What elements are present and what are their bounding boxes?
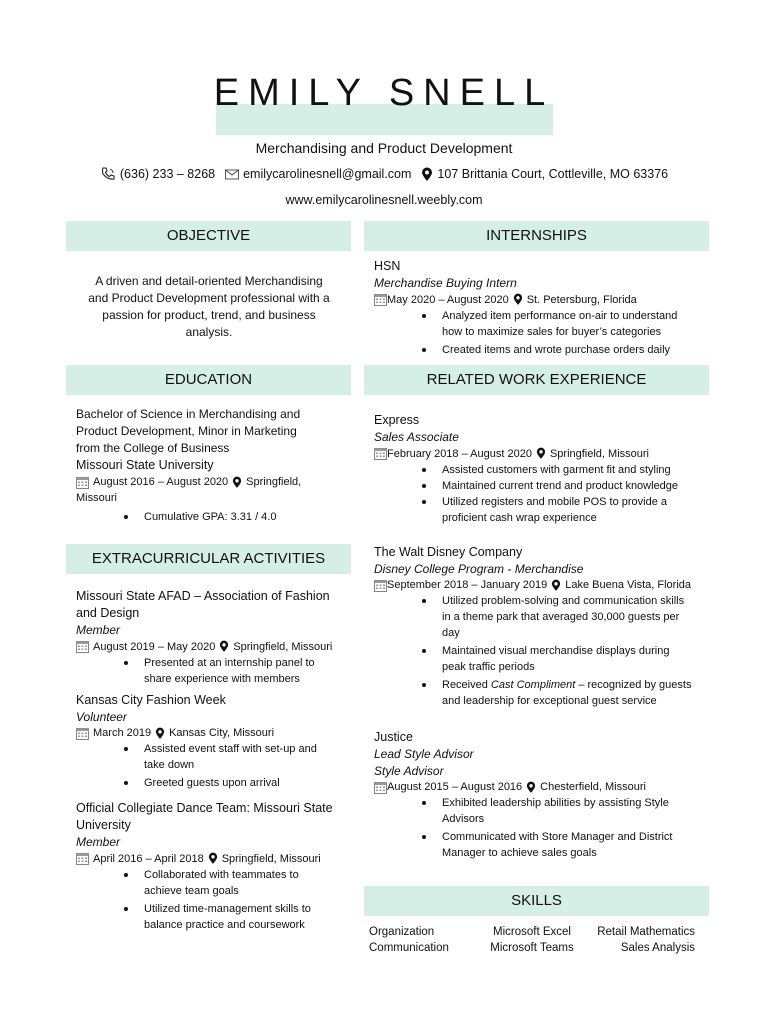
list-item: Greeted guests upon arrival [144, 775, 351, 791]
objective-header: OBJECTIVE [66, 221, 351, 251]
map-pin-icon [526, 781, 536, 794]
degree-text: Bachelor of Science in Merchandising and Product Development, Minor in Marketing from the College of Business [76, 407, 301, 455]
list-item: Created items and wrote purchase orders daily [442, 342, 709, 358]
job-disney: The Walt Disney Company Disney College Program - Merchandise September 2018 – January 2019 Lake Buena Vista, Florida Utilized problem-solving and communication skills in a theme park that averaged 30,000 guests per day Maintained visual merchandise displays during peak traffic periods Received Cast Compliment – recognized by guests and leadership for exceptional guest service [374, 544, 709, 710]
education-bullets [76, 509, 348, 525]
skills-row: Organization Microsoft Excel Retail Mathematics [369, 926, 696, 938]
candidate-name: EMILY SNELL [213, 72, 555, 114]
map-pin-icon [536, 447, 546, 460]
map-pin-icon [232, 476, 242, 489]
envelope-icon [225, 169, 239, 180]
extracurricular-header: EXTRACURRICULAR ACTIVITIES [66, 544, 351, 574]
school-name: Missouri State University [76, 458, 214, 472]
list-item: Utilized time-management skills to balance practice and coursework [144, 901, 351, 933]
education-entry: Bachelor of Science in Merchandising and Product Development, Minor in Marketing from the College of Business Missouri State University August 2016 – August 2020 Springfield, Missouri Cumulative GPA: 3.31 / 4.0 [76, 406, 348, 527]
list-item: Utilized registers and mobile POS to provide a proficient cash wrap experience [442, 494, 709, 526]
calendar-icon [374, 447, 387, 460]
skills-header: SKILLS [364, 886, 709, 916]
internship-hsn: HSN Merchandise Buying Intern May 2020 – August 2020 St. Petersburg, Florida Analyzed item performance on-air to understand how to maximize sales for buyer’s categories Created items and wrote purchase orders daily [374, 258, 709, 360]
activity-dance-team: Official Collegiate Dance Team: Missouri State University Member April 2016 – April 2018 Springfield, Missouri Collaborated with teammates to achieve team goals Utilized time-management skills to balance practice and coursework [76, 800, 351, 933]
list-item: Utilized problem-solving and communication skills in a theme park that averaged 30,000 guests per day [442, 593, 709, 641]
calendar-icon [374, 579, 387, 592]
list-item: Maintained visual merchandise displays during peak traffic periods [442, 643, 709, 675]
internships-header: INTERNSHIPS [364, 221, 709, 251]
website-url: www.emilycarolinesnell.weebly.com [285, 193, 483, 207]
list-item: Maintained current trend and product knowledge [442, 478, 709, 494]
email-address: emilycarolinesnell@gmail.com [243, 167, 412, 181]
education-header: EDUCATION [66, 365, 351, 395]
map-pin-icon [513, 293, 523, 306]
calendar-icon [76, 852, 89, 865]
calendar-icon [374, 293, 387, 306]
job-justice: Justice Lead Style Advisor Style Advisor August 2015 – August 2016 Chesterfield, Missouri Exhibited leadership abilities by assisting Style Advisors Communicated with Store Manager and District Manager to achieve sales goals [374, 729, 709, 861]
related-work-header: RELATED WORK EXPERIENCE [364, 365, 709, 395]
job-express: Express Sales Associate February 2018 – August 2020 Springfield, Missouri Assisted customers with garment fit and styling Maintained current trend and product knowledge Utilized registers and mobile POS to provide a proficient cash wrap experience [374, 412, 709, 526]
objective-text: A driven and detail-oriented Merchandising and Product Development professional with a passion for product, trend, and business analysis. [88, 274, 330, 339]
skills-grid [369, 924, 695, 956]
related-work-list [374, 412, 709, 863]
list-item: Presented at an internship panel to share experience with members [144, 655, 351, 687]
street-address: 107 Brittania Court, Cottleville, MO 63376 [437, 167, 669, 181]
education-dates-row: August 2016 – August 2020 Springfield, [76, 474, 348, 490]
list-item: Collaborated with teammates to achieve team goals [144, 867, 351, 899]
activity-kc-fashion-week: Kansas City Fashion Week Volunteer March 2019 Kansas City, Missouri Assisted event staff with set-up and take down Greeted guests upon arrival [76, 692, 351, 792]
calendar-icon [76, 640, 89, 653]
activity-afad: Missouri State AFAD – Association of Fashion and Design Member August 2019 – May 2020 Springfield, Missouri Presented at an internship panel to share experience with members [76, 588, 351, 687]
list-item: Assisted customers with garment fit and styling [442, 462, 709, 478]
map-pin-icon [155, 727, 165, 740]
list-item: Exhibited leadership abilities by assisting Style Advisors [442, 795, 709, 827]
map-pin-icon [551, 579, 561, 592]
map-pin-icon [208, 852, 218, 865]
calendar-icon [76, 727, 89, 740]
list-item: Analyzed item performance on-air to understand how to maximize sales for buyer’s categories [442, 308, 709, 340]
list-item: Received Cast Compliment – recognized by guests and leadership for exceptional guest service [442, 677, 709, 709]
map-pin-icon [219, 640, 229, 653]
list-item: Assisted event staff with set-up and take down [144, 741, 351, 773]
phone-number: (636) 233 – 8268 [119, 167, 216, 181]
map-pin-icon [421, 167, 433, 182]
candidate-title: Merchandising and Product Development [255, 140, 513, 156]
calendar-icon [374, 781, 387, 794]
list-item: Cumulative GPA: 3.31 / 4.0 [144, 509, 348, 525]
list-item: Communicated with Store Manager and District Manager to achieve sales goals [442, 829, 709, 861]
calendar-icon [76, 476, 89, 489]
skills-row: Communication Microsoft Teams Sales Analysis [369, 942, 696, 954]
extracurricular-list [76, 588, 351, 935]
contact-line [0, 166, 768, 182]
phone-icon [100, 166, 116, 182]
